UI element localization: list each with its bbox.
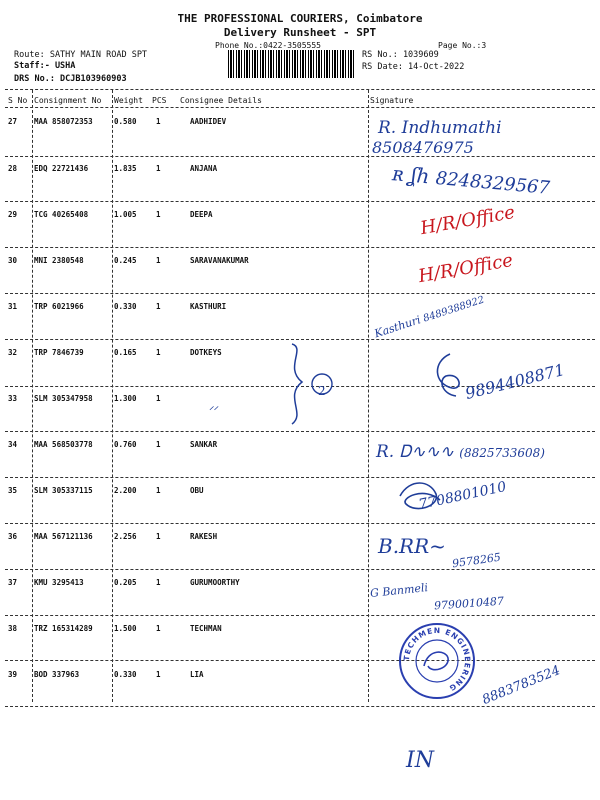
route: Route: SATHY MAIN ROAD SPT: [14, 50, 148, 60]
row-consignment: BOD 337963: [34, 670, 80, 679]
row-pcs: 1: [156, 670, 161, 679]
rs-date: RS Date: 14-Oct-2022: [362, 62, 465, 72]
row-pcs: 1: [156, 210, 161, 219]
row-sno: 30: [8, 256, 18, 265]
barcode: [228, 50, 354, 78]
signature-28-phone: ʀ ʆh 8248329567: [391, 161, 551, 199]
row-consignee: GURUMOORTHY: [190, 578, 240, 587]
row-divider: [5, 660, 595, 661]
row-pcs: 1: [156, 394, 161, 403]
row-pcs: 1: [156, 164, 161, 173]
row-weight: 2.256: [114, 532, 137, 541]
row-consignee: KASTHURI: [190, 302, 227, 311]
row-pcs: 1: [156, 302, 161, 311]
staff: Staff:- USHA: [14, 61, 76, 71]
row-divider: [5, 523, 595, 524]
signature-38-phone: 8883783524: [480, 663, 563, 708]
row-weight: 1.005: [114, 210, 137, 219]
row-weight: 0.580: [114, 117, 137, 126]
row-consignment: SLM 305337115: [34, 486, 93, 495]
drs-number: DRS No.: DCJB103960903: [14, 74, 127, 84]
col-divider: [32, 90, 33, 702]
row-weight: 0.760: [114, 440, 137, 449]
row-consignee: AADHIDEV: [190, 117, 227, 126]
row-weight: 1.500: [114, 624, 137, 633]
row-pcs: 1: [156, 532, 161, 541]
row-weight: 0.245: [114, 256, 137, 265]
bracket-number: 2: [318, 384, 326, 398]
svg-text:TECHMEN ENGINEERING: TECHMEN ENGINEERING: [401, 625, 473, 693]
row-divider: [5, 569, 595, 570]
row-sno: 28: [8, 164, 18, 173]
row-sno: 31: [8, 302, 18, 311]
row-consignee: SARAVANAKUMAR: [190, 256, 249, 265]
signature-37-phone: 9790010487: [433, 594, 505, 613]
row-consignment: TRP 6021966: [34, 302, 84, 311]
header-top-rule: [5, 89, 595, 90]
row-divider: [5, 156, 595, 157]
signature-30: H/R/Office: [416, 249, 515, 288]
row-pcs: 1: [156, 440, 161, 449]
row-consignment: MAA 568503778: [34, 440, 93, 449]
row-pcs: 1: [156, 578, 161, 587]
signature-34: R. Ꭰ∿∿∿ (8825733608): [376, 442, 545, 462]
row-consignment: SLM 305347958: [34, 394, 93, 403]
col-divider: [368, 90, 369, 702]
row-consignee: DOTKEYS: [190, 348, 222, 357]
row-weight: 0.330: [114, 670, 137, 679]
row-consignee: ANJANA: [190, 164, 218, 173]
row-sno: 32: [8, 348, 18, 357]
row-divider: [5, 431, 595, 432]
row-sno: 37: [8, 578, 18, 587]
row-consignment: TCG 40265408: [34, 210, 89, 219]
row-divider: [5, 293, 595, 294]
row-consignee: LIA: [190, 670, 204, 679]
row-divider: [5, 477, 595, 478]
row-divider: [5, 247, 595, 248]
row-weight: 2.200: [114, 486, 137, 495]
signature-29: H/R/Office: [418, 201, 517, 240]
signature-37-name: G Banmeli: [369, 581, 429, 600]
row-consignee: RAKESH: [190, 532, 218, 541]
row-weight: 0.165: [114, 348, 137, 357]
sheet-title: Delivery Runsheet - SPT: [223, 26, 377, 39]
row-sno: 35: [8, 486, 18, 495]
table-bottom-rule: [5, 706, 595, 707]
phone-number: Phone No.:0422-3505555: [215, 41, 321, 50]
signature-36-initials: B.RR~: [378, 534, 446, 558]
signature-32-phone: 9894408871: [463, 359, 567, 404]
row-sno: 33: [8, 394, 18, 403]
page-number: Page No.:3: [438, 41, 487, 50]
tick-mark: ᐟᐟ: [208, 404, 218, 417]
row-consignee: TECHMAN: [190, 624, 222, 633]
row-sno: 27: [8, 117, 18, 126]
signature-36-phone: 9578265: [451, 550, 502, 571]
header-bottom-rule: [5, 107, 595, 108]
row-pcs: 1: [156, 486, 161, 495]
col-divider: [112, 90, 113, 702]
row-consignment: TRP 7846739: [34, 348, 84, 357]
signature-35-phone: 7708801010: [417, 478, 508, 514]
row-pcs: 1: [156, 348, 161, 357]
row-weight: 1.835: [114, 164, 137, 173]
rs-number: RS No.: 1039609: [362, 50, 439, 60]
row-sno: 34: [8, 440, 18, 449]
row-sno: 39: [8, 670, 18, 679]
row-weight: 1.300: [114, 394, 137, 403]
signature-27-phone: 8508476975: [372, 138, 474, 157]
col-signature: Signature: [370, 96, 414, 105]
row-consignment: EDQ 22721436: [34, 164, 89, 173]
signature-27-name: R. Indhumathi: [378, 118, 502, 138]
bracket-mark: [280, 338, 350, 428]
col-consignee: Consignee Details: [180, 96, 262, 105]
row-divider: [5, 615, 595, 616]
row-pcs: 1: [156, 117, 161, 126]
row-weight: 0.205: [114, 578, 137, 587]
row-consignment: KMU 3295413: [34, 578, 84, 587]
col-pcs: PCS: [152, 96, 167, 105]
company-name: THE PROFESSIONAL COURIERS, Coimbatore: [177, 12, 423, 25]
row-pcs: 1: [156, 256, 161, 265]
footer-initials: IN: [406, 748, 434, 773]
row-sno: 36: [8, 532, 18, 541]
company-stamp: [398, 622, 476, 700]
row-sno: 29: [8, 210, 18, 219]
row-consignee: DEEPA: [190, 210, 213, 219]
row-consignment: TRZ 165314289: [34, 624, 93, 633]
col-weight: Weight: [114, 96, 143, 105]
row-sno: 38: [8, 624, 18, 633]
row-weight: 0.330: [114, 302, 137, 311]
col-consignment: Consignment No: [34, 96, 102, 105]
row-pcs: 1: [156, 624, 161, 633]
row-consignment: MNI 2380548: [34, 256, 84, 265]
col-sno: S No: [8, 96, 28, 105]
signature-31: Kasthuri 8489388922: [372, 294, 486, 341]
row-consignee: SANKAR: [190, 440, 218, 449]
row-consignment: MAA 567121136: [34, 532, 93, 541]
row-consignee: OBU: [190, 486, 204, 495]
row-consignment: MAA 858072353: [34, 117, 93, 126]
